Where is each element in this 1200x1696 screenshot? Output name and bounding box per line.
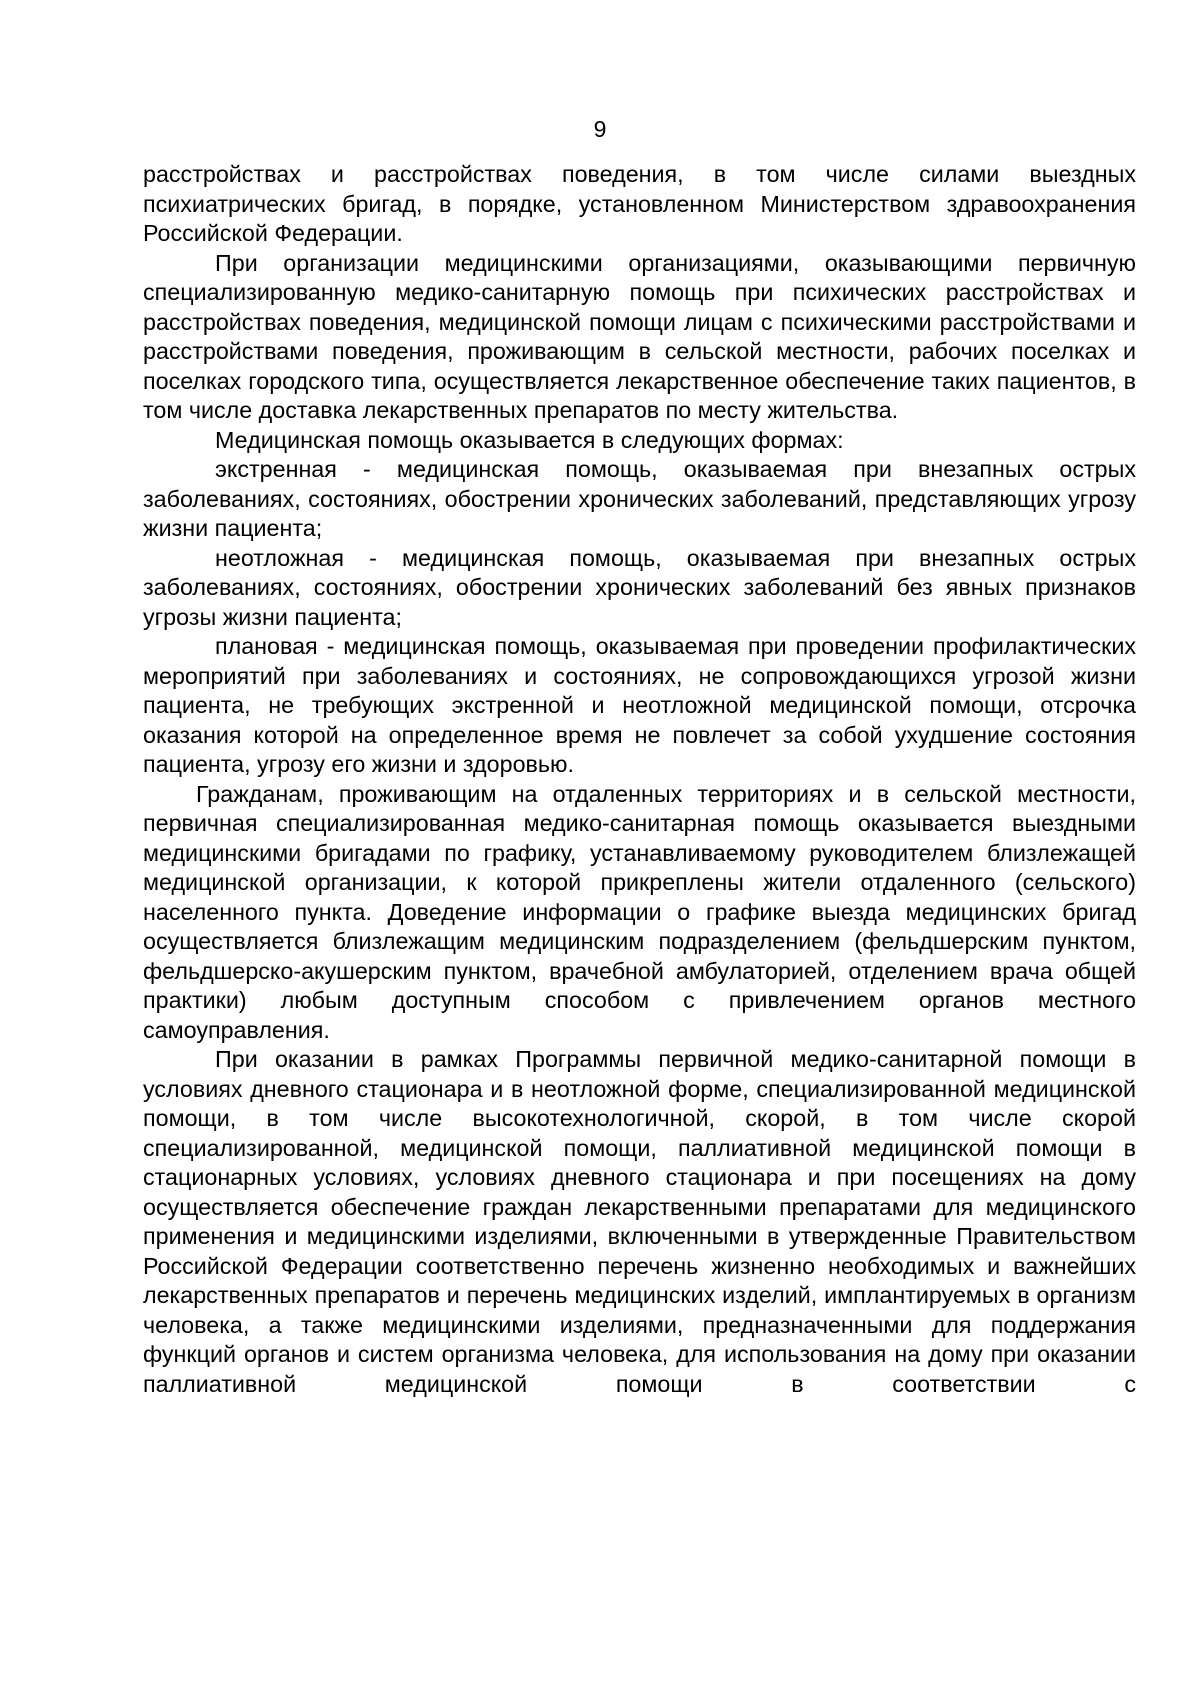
paragraph-psychiatric-care: При организации медицинскими организациями, оказывающими первичную специализированную медико-санитарную помощь при психических расстройствах и расстройствах поведения, медицинской помощи лицам с психическими расстройствами и расстройствами поведения, проживающим в сельской местности, рабочих поселках и поселках городского типа, осуществляется лекарственное обеспечение таких пациентов, в том числе доставка лекарственных препаратов по месту жительства.	[143, 249, 1136, 423]
paragraph-forms-intro: Медицинская помощь оказывается в следующих формах:	[215, 426, 844, 453]
paragraph-form-urgent: неотложная - медицинская помощь, оказываемая при внезапных острых заболеваниях, состояниях, обострении хронических заболеваний без явных признаков угрозы жизни пациента;	[143, 544, 1136, 630]
paragraph-remote-territories: Гражданам, проживающим на отдаленных территориях и в сельской местности, первичная специализированная медико-санитарная помощь оказывается выездными медицинскими бригадами по графику, устанавливаемому руководителем близлежащей медицинской организации, к которой прикреплены жители отдаленного (сельского) населенного пункта. Доведение информации о графике выезда медицинских бригад осуществляется близлежащим медицинским подразделением (фельдшерским пунктом, фельдшерско-акушерским пунктом, врачебной амбулаторией, отделением врача общей практики) любым доступным способом с привлечением органов местного самоуправления.	[143, 780, 1136, 1043]
paragraph-continuation: расстройствах и расстройствах поведения, в том числе силами выездных психиатрических бригад, в порядке, установленном Министерством здравоохранения Российской Федерации.	[143, 161, 1136, 246]
paragraph-form-emergency: экстренная - медицинская помощь, оказываемая при внезапных острых заболеваниях, состояниях, обострении хронических заболеваний, представляющих угрозу жизни пациента;	[143, 456, 1136, 541]
paragraph-medication-provision: При оказании в рамках Программы первичной медико-санитарной помощи в условиях дневного стационара и в неотложной форме, специализированной медицинской помощи, в том числе высокотехнологичной, скорой, в том числе скорой специализированной, медицинской помощи, паллиативной медицинской помощи в стационарных условиях, условиях дневного стационара и при посещениях на дому осуществляется обеспечение граждан лекарственными препаратами для медицинского применения и медицинскими изделиями, включенными в утвержденные Правительством Российской Федерации соответственно перечень жизненно необходимых и важнейших лекарственных препаратов и перечень медицинских изделий, имплантируемых в организм человека, а также медицинскими изделиями, предназначенными для поддержания функций органов и систем организма человека, для использования на дому при оказании паллиативной медицинской помощи в соответствии с	[143, 1046, 1136, 1397]
page-number: 9	[593, 116, 607, 142]
document-body	[143, 160, 1136, 1399]
paragraph-form-planned: плановая - медицинская помощь, оказываемая при проведении профилактических мероприятий при заболеваниях и состояниях, не сопровождающихся угрозой жизни пациента, не требующих экстренной и неотложной медицинской помощи, отсрочка оказания которой на определенное время не повлечет за собой ухудшение состояния пациента, угрозу его жизни и здоровью.	[143, 633, 1136, 777]
